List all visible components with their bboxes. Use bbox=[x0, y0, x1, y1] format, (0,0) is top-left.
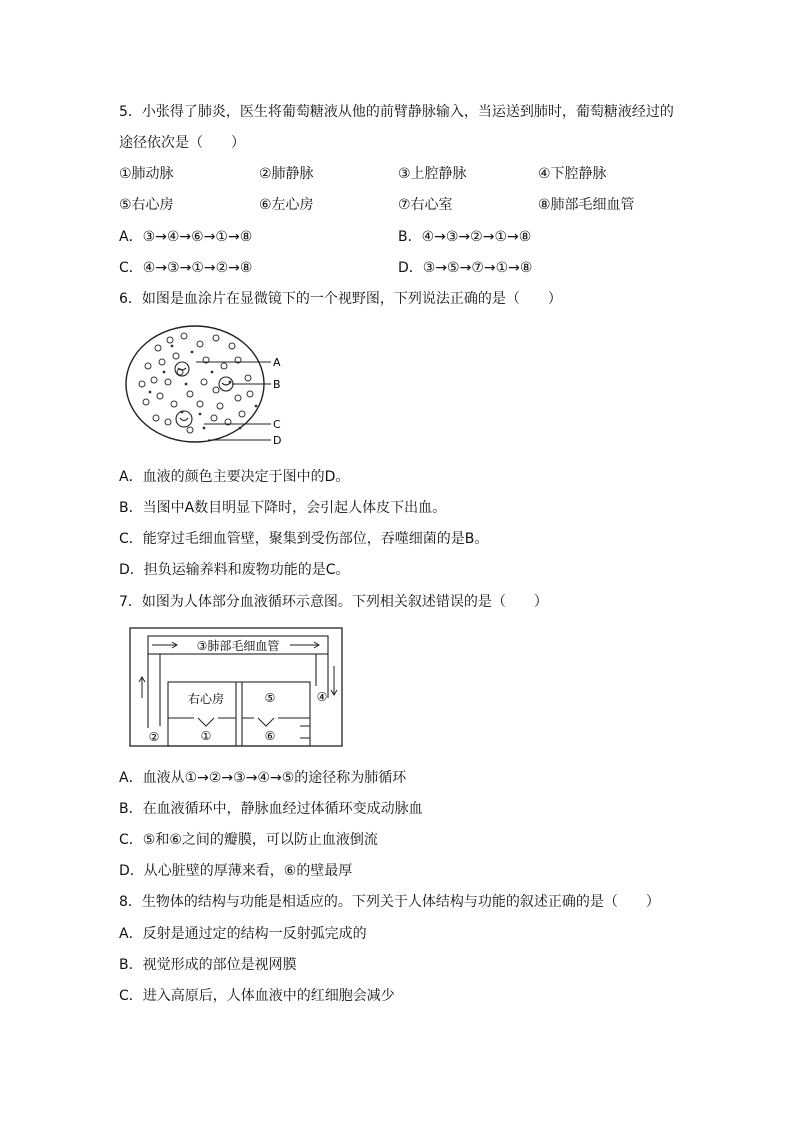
q6-option-a: A．血液的颜色主要决定于图中的D。 bbox=[119, 469, 350, 485]
q5-item-3: ③上腔静脉 bbox=[398, 166, 467, 182]
label-4: ④ bbox=[316, 690, 328, 704]
q5-stem-line2: 途径依次是（ ） bbox=[119, 135, 245, 151]
q8-option-c: C．进入高原后，人体血液中的红细胞会减少 bbox=[119, 988, 395, 1004]
q7-option-c: C．⑤和⑥之间的瓣膜，可以防止血液倒流 bbox=[119, 832, 378, 848]
blood-circulation-figure bbox=[128, 626, 346, 754]
blood-smear-figure bbox=[120, 322, 290, 450]
q8-stem: 8．生物体的结构与功能是相适应的。下列关于人体结构与功能的叙述正确的是（ ） bbox=[119, 894, 660, 910]
label-5: ⑤ bbox=[264, 691, 276, 705]
q5-item-6: ⑥左心房 bbox=[259, 197, 314, 213]
lung-capillary-label: ③肺部毛细血管 bbox=[196, 639, 280, 653]
right-atrium-label: 右心房 bbox=[188, 692, 225, 706]
q7-option-b: B．在血液循环中，静脉血经过体循环变成动脉血 bbox=[119, 801, 423, 817]
q6-option-b: B．当图中A数目明显下降时，会引起人体皮下出血。 bbox=[119, 500, 447, 516]
label-2: ② bbox=[148, 730, 160, 744]
q6-option-c: C．能穿过毛细血管壁，聚集到受伤部位，吞噬细菌的是B。 bbox=[119, 531, 489, 547]
label-1: ① bbox=[200, 729, 212, 743]
q5-option-c: C．④→③→①→②→⑧ bbox=[119, 260, 253, 276]
q5-item-1: ①肺动脉 bbox=[119, 166, 174, 182]
q5-option-d: D．③→⑤→⑦→①→⑧ bbox=[398, 260, 533, 276]
smear-label-a: A bbox=[273, 356, 281, 369]
q8-option-b: B．视觉形成的部位是视网膜 bbox=[119, 957, 297, 973]
q6-option-d: D．担负运输养料和废物功能的是C。 bbox=[119, 562, 350, 578]
q5-item-2: ②肺静脉 bbox=[259, 166, 314, 182]
smear-label-b: B bbox=[273, 378, 281, 391]
q5-stem-line1: 5．小张得了肺炎，医生将葡萄糖液从他的前臂静脉输入，当运送到肺时，葡萄糖液经过的 bbox=[119, 104, 674, 120]
q7-option-d: D．从心脏壁的厚薄来看，⑥的壁最厚 bbox=[119, 863, 353, 879]
q5-item-4: ④下腔静脉 bbox=[538, 166, 607, 182]
q5-item-5: ⑤右心房 bbox=[119, 197, 174, 213]
smear-label-d: D bbox=[273, 434, 282, 447]
q7-stem: 7．如图为人体部分血液循环示意图。下列相关叙述错误的是（ ） bbox=[119, 594, 548, 610]
q5-item-8: ⑧肺部毛细血管 bbox=[538, 197, 635, 213]
label-6: ⑥ bbox=[264, 729, 276, 743]
q7-option-a: A．血液从①→②→③→④→⑤的途径称为肺循环 bbox=[119, 770, 407, 786]
q5-option-b: B．④→③→②→①→⑧ bbox=[398, 229, 532, 245]
q6-stem: 6．如图是血涂片在显微镜下的一个视野图，下列说法正确的是（ ） bbox=[119, 291, 562, 307]
q5-option-a: A．③→④→⑥→①→⑧ bbox=[119, 229, 253, 245]
smear-label-c: C bbox=[273, 418, 281, 431]
q8-option-a: A．反射是通过定的结构一反射弧完成的 bbox=[119, 926, 367, 942]
q5-item-7: ⑦右心室 bbox=[398, 197, 453, 213]
